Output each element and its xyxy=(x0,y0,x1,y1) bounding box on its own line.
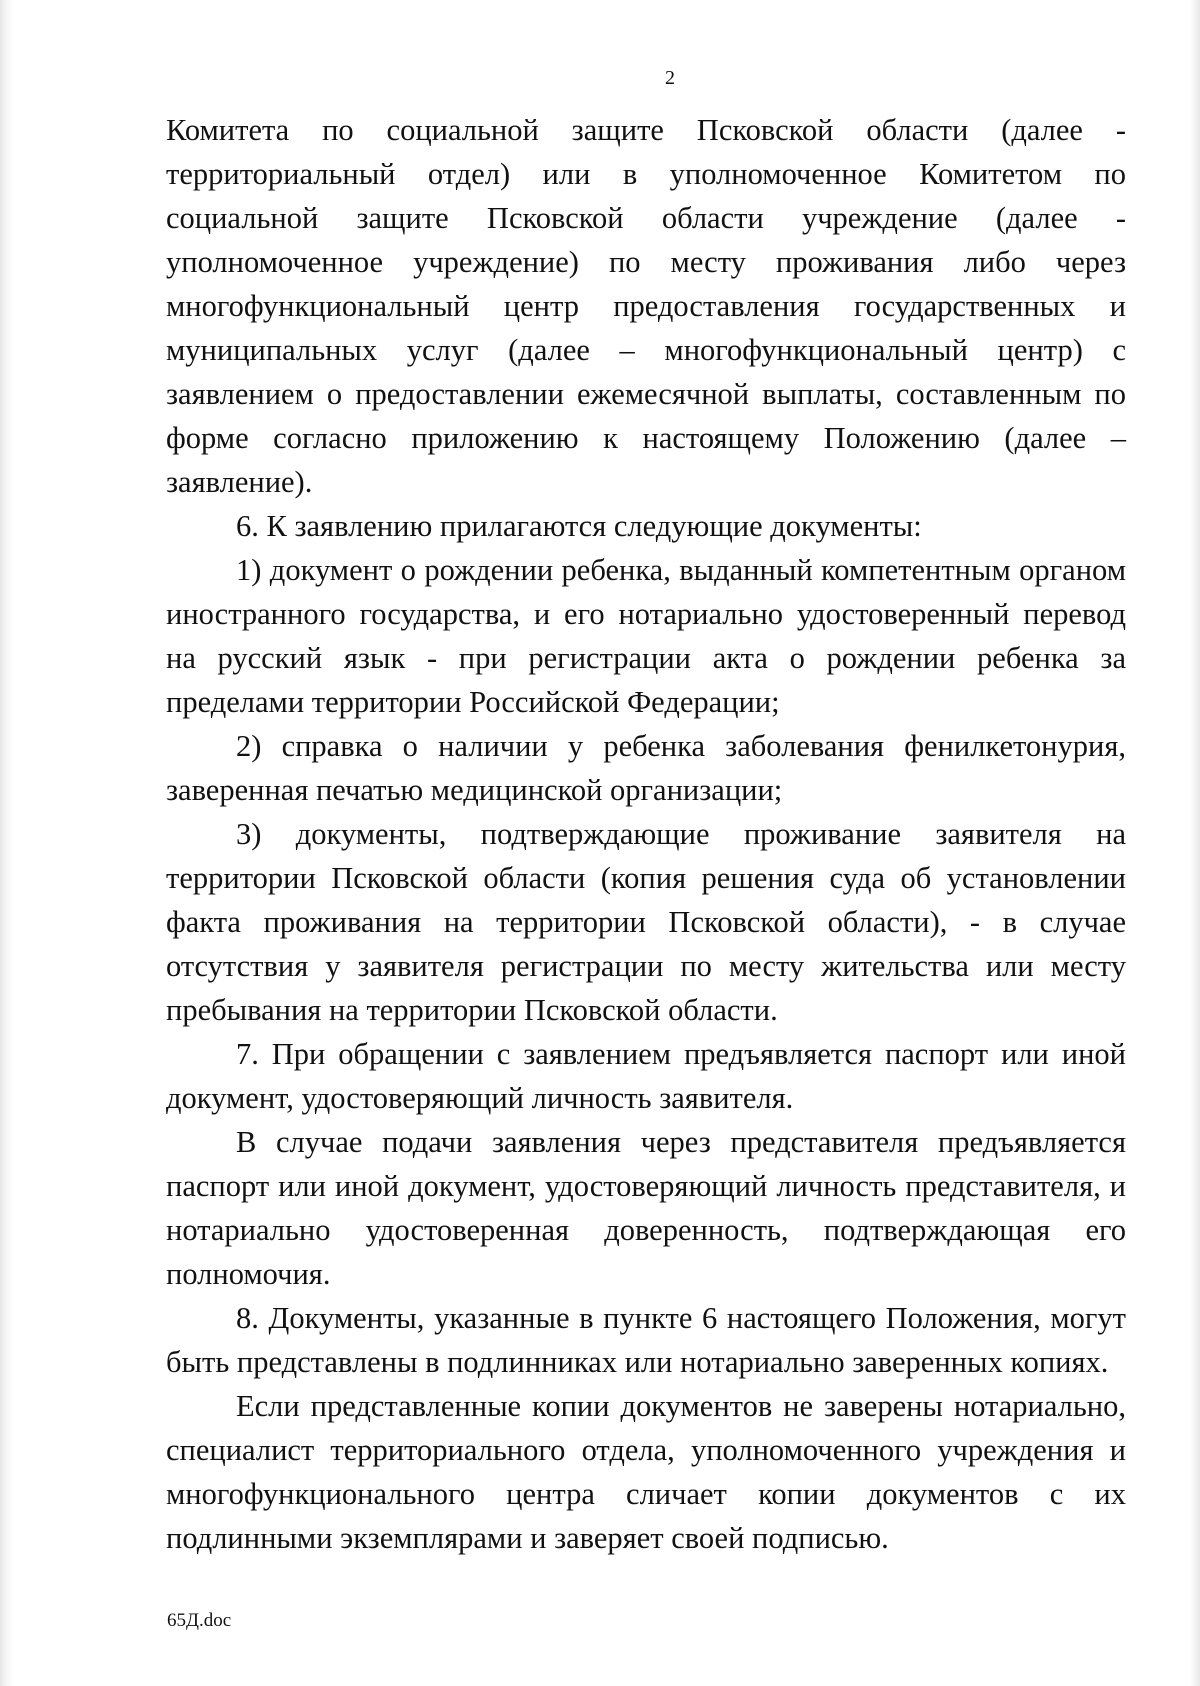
paragraph-item-6-1: 1) документ о рождении ребенка, выданный компетентным органом иностранного государства, и его нотариально удостоверенный перевод на русский язык - при регистрации акта о рождении ребенка за пределами территории Российской Федерации; xyxy=(166,553,1126,719)
paragraph-committee-continuation: Комитета по социальной защите Псковской области (далее - территориальный отдел) или в уполномоченное Комитетом по социальной защите Псковской области учреждение (далее - уполномоченное учреждение) по месту проживания либо через многофункциональный центр предоставления государственных и муниципальных услуг (далее – многофункциональный центр) с заявлением о предоставлении ежемесячной выплаты, составленным по форме согласно приложению к настоящему Положению (далее – заявление). xyxy=(166,113,1126,499)
paragraph-copies-certification: Если представленные копии документов не заверены нотариально, специалист территориального отдела, уполномоченного учреждения и многофункционального центра сличает копии документов с их подлинными экземплярами и заверяет своей подписью. xyxy=(166,1389,1126,1555)
paragraph-item-6-3: 3) документы, подтверждающие проживание заявителя на территории Псковской области (копия решения суда об установлении факта проживания на территории Псковской области), - в случае отсутствия у заявителя регистрации по месту жительства или месту пребывания на территории Псковской области. xyxy=(166,817,1126,1027)
paragraph-item-6: 6. К заявлению прилагаются следующие документы: xyxy=(236,509,922,543)
paragraph-item-6-2: 2) справка о наличии у ребенка заболевания фенилкетонурия, заверенная печатью медицинской организации; xyxy=(166,729,1126,807)
scan-edge-right xyxy=(1190,0,1200,1686)
paragraph-item-7: 7. При обращении с заявлением предъявляется паспорт или иной документ, удостоверяющий личность заявителя. xyxy=(166,1037,1126,1115)
scan-edge-left xyxy=(0,0,14,1686)
paragraph-item-8: 8. Документы, указанные в пункте 6 настоящего Положения, могут быть представлены в подлинниках или нотариально заверенных копиях. xyxy=(166,1301,1126,1379)
paragraph-representative: В случае подачи заявления через представителя предъявляется паспорт или иной документ, удостоверяющий личность представителя, и нотариально удостоверенная доверенность, подтверждающая его полномочия. xyxy=(166,1125,1126,1291)
page-number: 2 xyxy=(665,67,675,89)
document-body xyxy=(166,108,1126,1560)
footer-filename: 65Д.doc xyxy=(167,1610,232,1631)
